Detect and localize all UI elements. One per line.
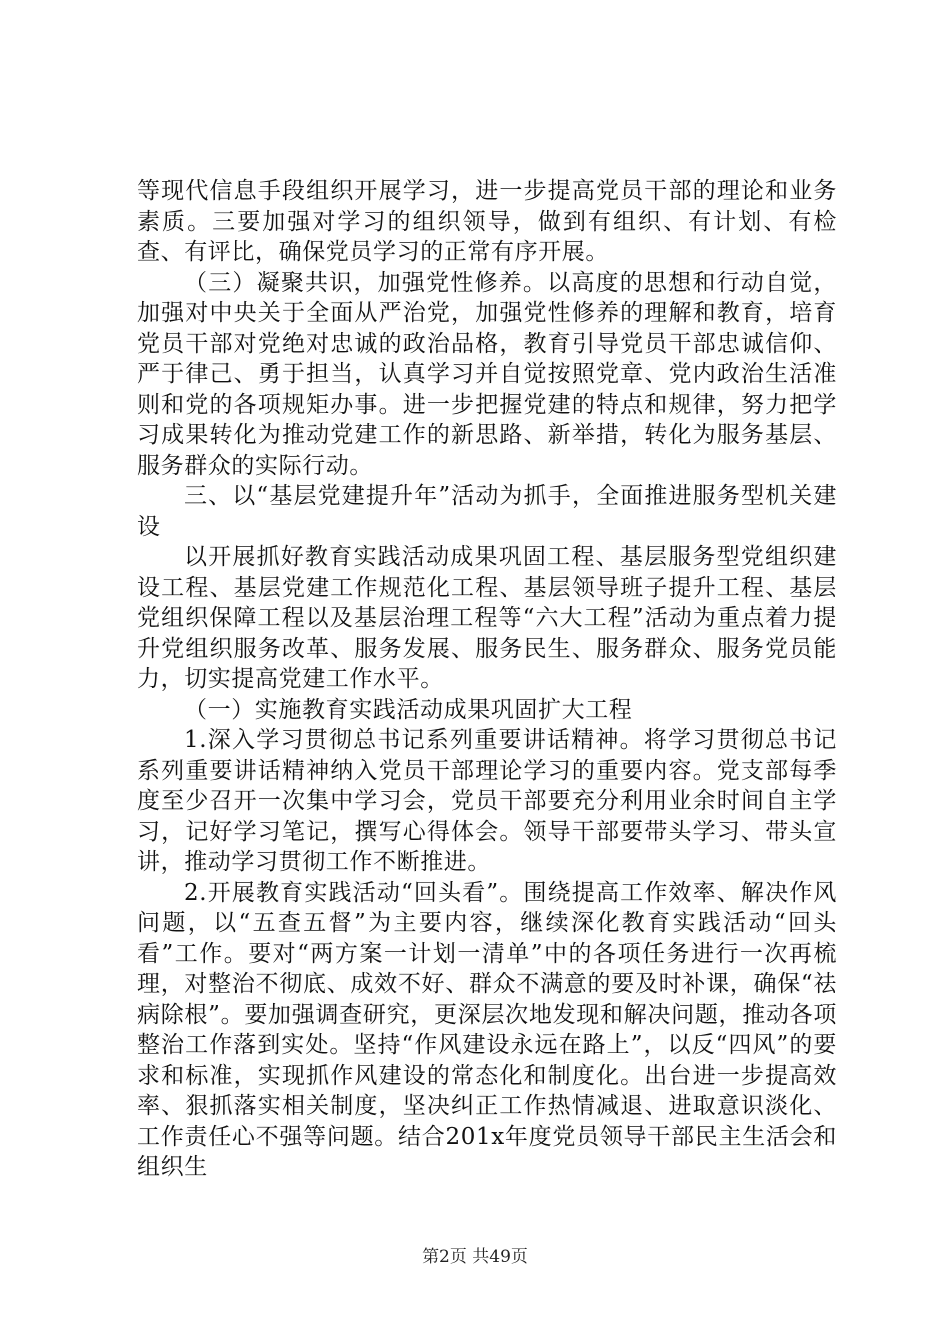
paragraph-continuation: 等现代信息手段组织开展学习，进一步提高党员干部的理论和业务素质。三要加强对学习的组织领导，做到有组织、有计划、有检查、有评比，确保党员学习的正常有序开展。: [137, 178, 837, 265]
heading-part-3: 三、以“基层党建提升年”活动为抓手，全面推进服务型机关建设: [137, 483, 837, 540]
paragraph-item-2: 2.开展教育实践活动“回头看”。围绕提高工作效率、解决作风问题，以“五查五督”为主要内容，继续深化教育实践活动“回头看”工作。要对“两方案一计划一清单”中的各项任务进行一次再梳理，对整治不彻底、成效不好、群众不满意的要及时补课，确保“祛病除根”。要加强调查研究，更深层次地发现和解决问题，推动各项整治工作落到实处。坚持“作风建设永远在路上”，以反“四风”的要求和标准，实现抓作风建设的常态化和制度化。出台进一步提高效率、狠抓落实相关制度，坚决纠正工作热情减退、进取意识淡化、工作责任心不强等问题。结合201x年度党员领导干部民主生活会和组织生: [137, 879, 837, 1180]
paragraph-item-1: 1.深入学习贯彻总书记系列重要讲话精神。将学习贯彻总书记系列重要讲话精神纳入党员干部理论学习的重要内容。党支部每季度至少召开一次集中学习会，党员干部要充分利用业余时间自主学习，记好学习笔记，撰写心得体会。领导干部要带头学习、带头宣讲，推动学习贯彻工作不断推进。: [137, 727, 837, 875]
subheading-section-1: （一）实施教育实践活动成果巩固扩大工程: [184, 696, 633, 723]
document-body: [137, 176, 837, 1183]
paragraph-section-3: （三）凝聚共识，加强党性修养。以高度的思想和行动自觉，加强对中央关于全面从严治党，加强党性修养的理解和教育，培育党员干部对党绝对忠诚的政治品格，教育引导党员干部忠诚信仰、严于律己、勇于担当，认真学习并自觉按照党章、党内政治生活准则和党的各项规矩办事。进一步把握党建的特点和规律，努力把学习成果转化为推动党建工作的新思路、新举措，转化为服务基层、服务群众的实际行动。: [137, 269, 837, 479]
page-number-footer: 第2页 共49页: [422, 1247, 528, 1267]
paragraph-part-3-intro: 以开展抓好教育实践活动成果巩固工程、基层服务型党组织建设工程、基层党建工作规范化工程、基层领导班子提升工程、基层党组织保障工程以及基层治理工程等“六大工程”活动为重点着力提升党组织服务改革、服务发展、服务民生、服务群众、服务党员能力，切实提高党建工作水平。: [137, 544, 837, 692]
